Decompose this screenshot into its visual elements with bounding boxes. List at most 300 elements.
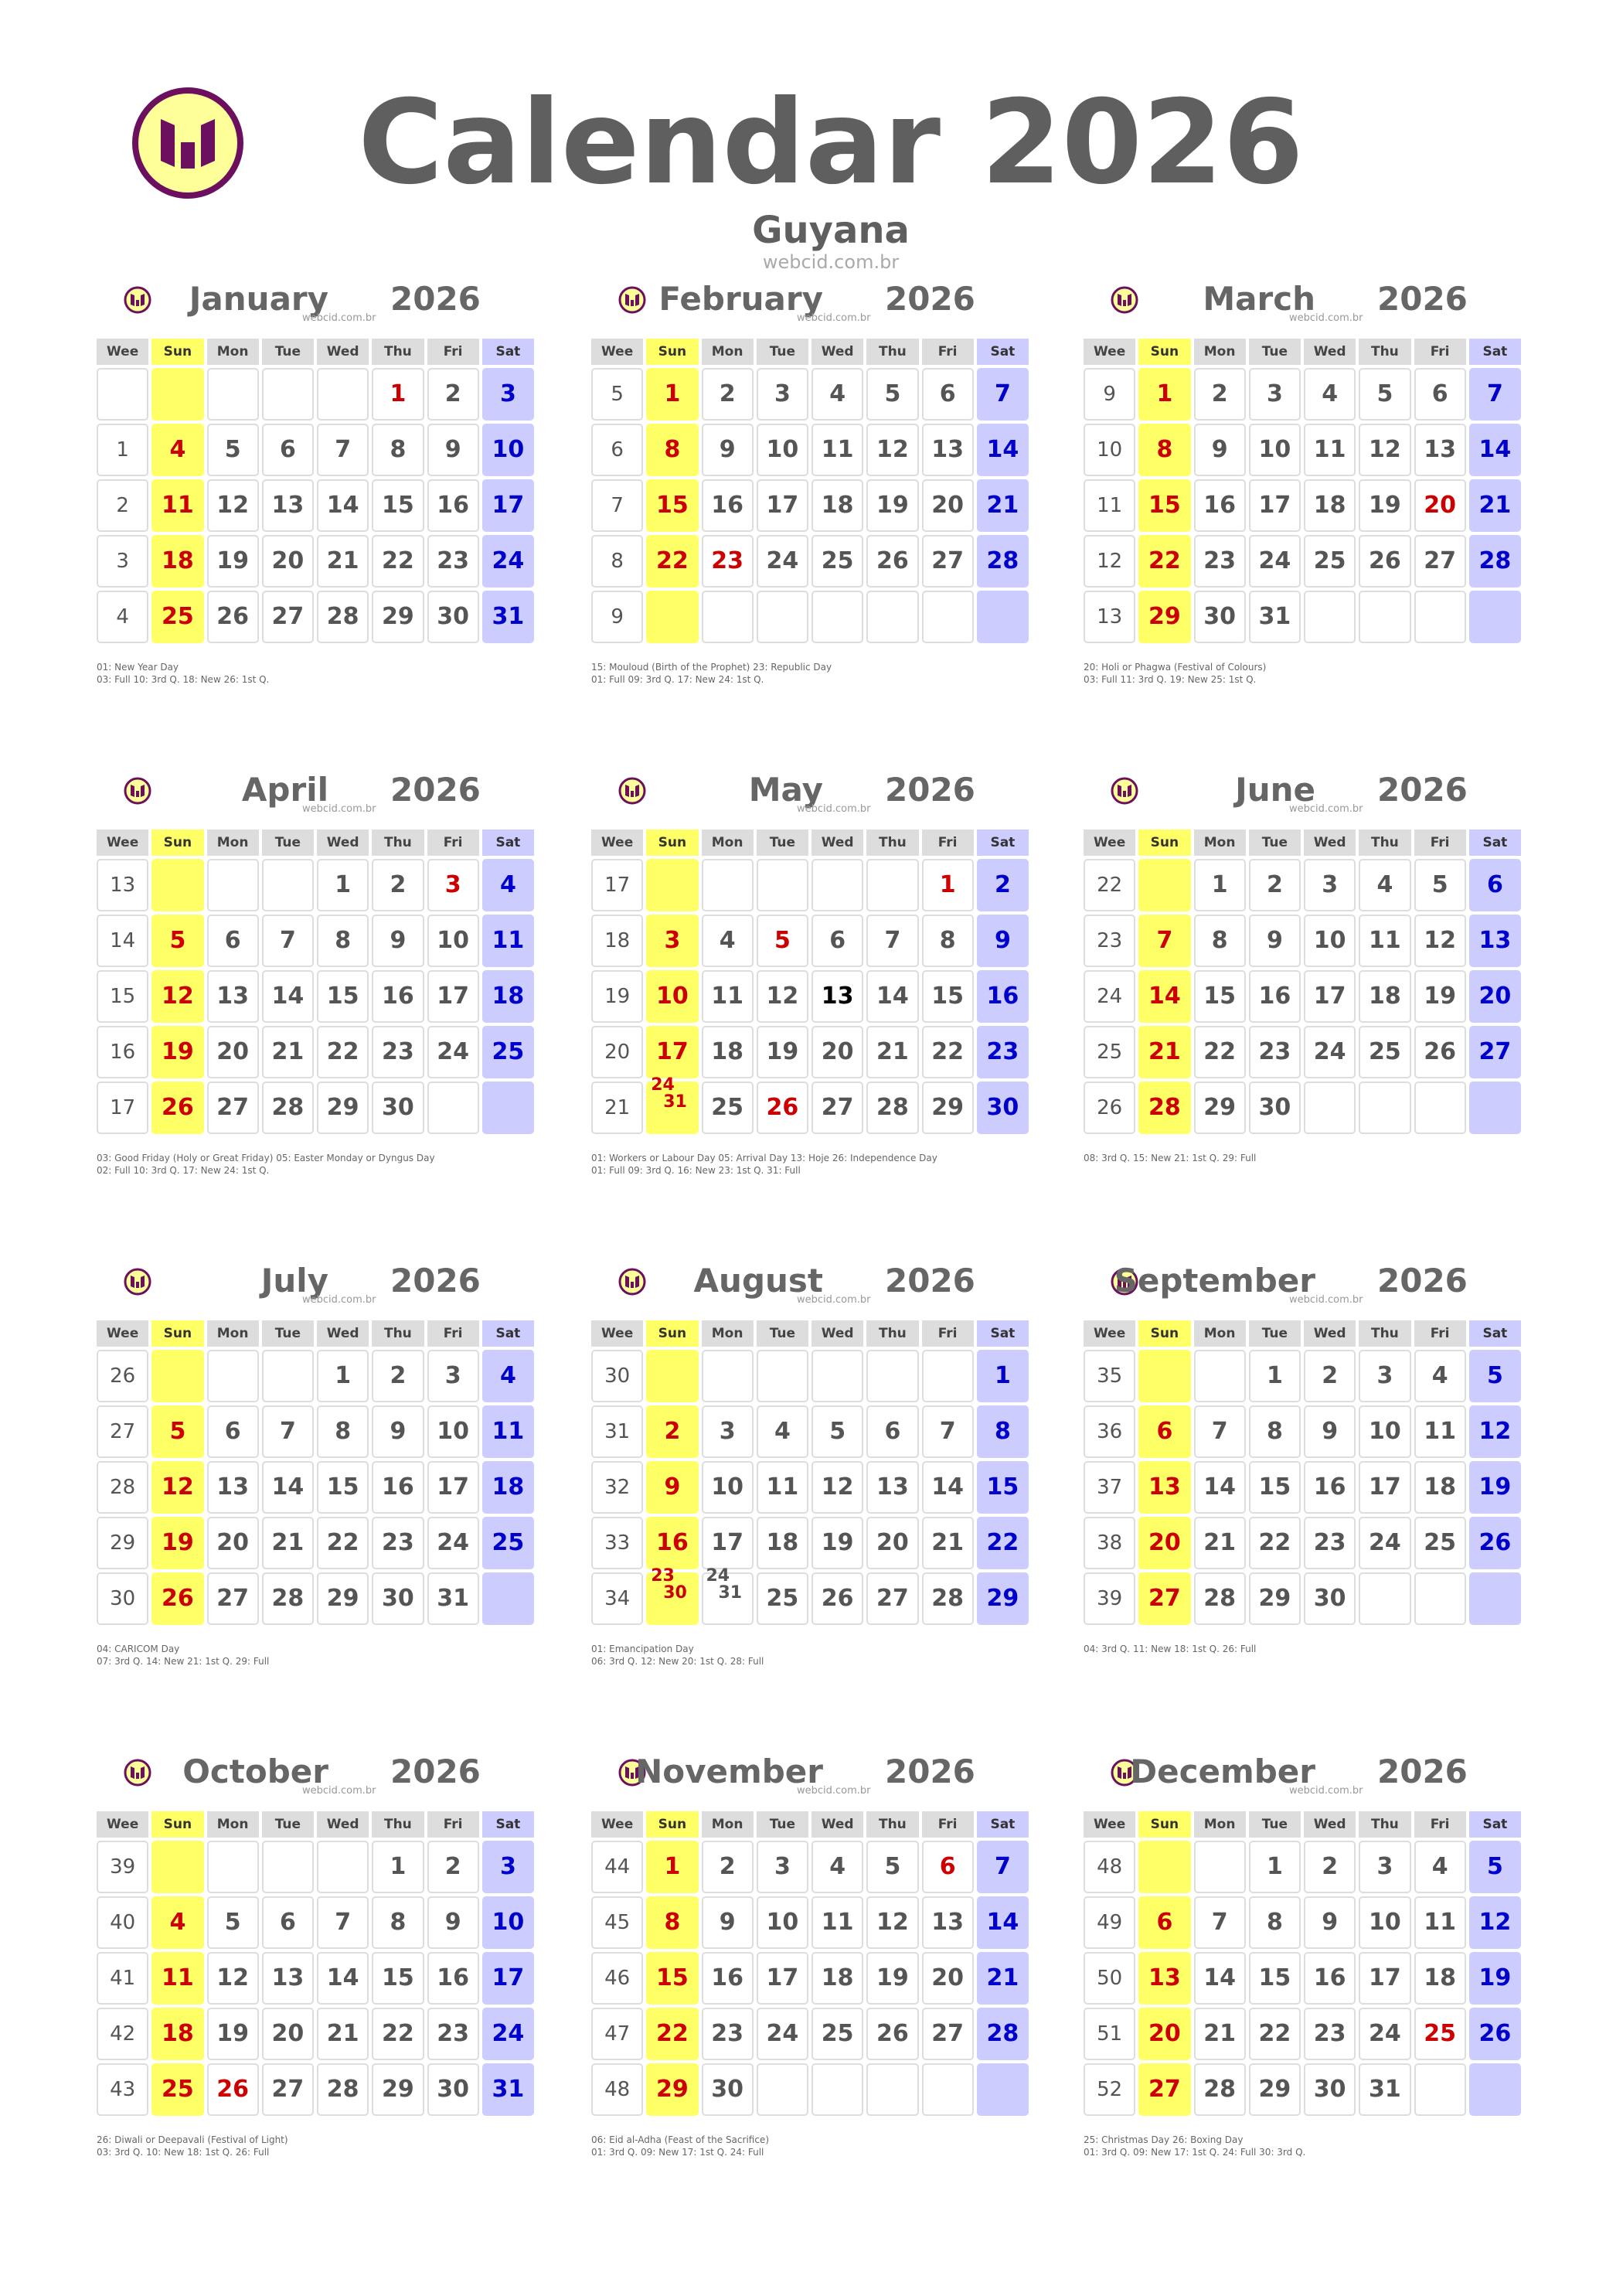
day-cell[interactable]: 22: [1249, 1517, 1301, 1569]
day-cell[interactable]: 7: [262, 915, 314, 967]
day-cell[interactable]: 16: [1249, 970, 1301, 1023]
day-cell[interactable]: 19: [1359, 479, 1410, 532]
day-cell[interactable]: 11: [812, 424, 863, 476]
day-cell[interactable]: 5: [151, 915, 203, 967]
day-cell[interactable]: 7: [977, 1841, 1029, 1893]
holiday-day-cell[interactable]: 26: [207, 2063, 259, 2116]
day-cell[interactable]: 20: [1138, 1517, 1190, 1569]
day-cell[interactable]: 14: [866, 970, 918, 1023]
day-cell[interactable]: 2: [702, 368, 754, 421]
day-cell[interactable]: 14: [317, 479, 369, 532]
day-cell[interactable]: 24: [1304, 1026, 1356, 1078]
day-cell[interactable]: 8: [317, 1405, 369, 1458]
day-cell[interactable]: 13: [1414, 424, 1466, 476]
day-cell[interactable]: [702, 1566, 754, 1625]
holiday-day-cell[interactable]: 1: [922, 859, 974, 911]
day-cell[interactable]: 30: [702, 2063, 754, 2116]
day-cell[interactable]: 8: [1249, 1896, 1301, 1949]
day-cell[interactable]: 2: [427, 1841, 479, 1893]
day-cell[interactable]: 6: [262, 424, 314, 476]
day-cell[interactable]: 3: [482, 368, 534, 421]
day-cell[interactable]: 5: [1469, 1350, 1521, 1402]
day-cell[interactable]: 18: [757, 1517, 808, 1569]
day-cell[interactable]: 28: [1469, 535, 1521, 588]
day-cell[interactable]: 17: [1304, 970, 1356, 1023]
day-cell[interactable]: 14: [1138, 970, 1190, 1023]
day-cell[interactable]: 17: [1359, 1461, 1410, 1514]
day-cell[interactable]: 12: [1469, 1405, 1521, 1458]
day-cell[interactable]: 28: [922, 1572, 974, 1625]
day-cell[interactable]: 19: [757, 1026, 808, 1078]
day-cell[interactable]: 9: [977, 915, 1029, 967]
day-cell[interactable]: 21: [922, 1517, 974, 1569]
day-cell[interactable]: 29: [646, 2063, 698, 2116]
day-cell[interactable]: 15: [646, 479, 698, 532]
day-cell[interactable]: 23: [427, 535, 479, 588]
day-cell[interactable]: 19: [151, 1026, 203, 1078]
day-cell[interactable]: 13: [866, 1461, 918, 1514]
day-cell[interactable]: 14: [262, 970, 314, 1023]
day-cell[interactable]: 10: [646, 970, 698, 1023]
day-cell[interactable]: 7: [1194, 1405, 1246, 1458]
day-cell[interactable]: 20: [812, 1026, 863, 1078]
day-cell[interactable]: 17: [702, 1517, 754, 1569]
day-cell[interactable]: 4: [1359, 859, 1410, 911]
day-cell[interactable]: 31: [482, 2063, 534, 2116]
day-cell[interactable]: 22: [1138, 535, 1190, 588]
day-cell[interactable]: 21: [1138, 1026, 1190, 1078]
day-cell[interactable]: 6: [1469, 859, 1521, 911]
day-cell[interactable]: 10: [757, 1896, 808, 1949]
day-cell[interactable]: 25: [1359, 1026, 1410, 1078]
day-cell[interactable]: 7: [317, 424, 369, 476]
day-cell[interactable]: 23: [977, 1026, 1029, 1078]
day-cell[interactable]: 6: [207, 915, 259, 967]
day-cell[interactable]: 23: [702, 2008, 754, 2060]
day-cell[interactable]: 13: [1469, 915, 1521, 967]
day-cell[interactable]: 14: [317, 1952, 369, 2005]
day-cell[interactable]: 3: [646, 915, 698, 967]
day-cell[interactable]: 29: [372, 2063, 424, 2116]
day-cell[interactable]: 28: [866, 1082, 918, 1134]
day-cell[interactable]: 27: [1469, 1026, 1521, 1078]
day-cell[interactable]: 8: [646, 1896, 698, 1949]
day-cell[interactable]: 19: [1414, 970, 1466, 1023]
day-cell[interactable]: 16: [427, 479, 479, 532]
day-cell[interactable]: 2: [1304, 1350, 1356, 1402]
day-cell[interactable]: 21: [317, 535, 369, 588]
day-cell[interactable]: 8: [922, 915, 974, 967]
day-cell[interactable]: 23: [1249, 1026, 1301, 1078]
day-cell[interactable]: 25: [1304, 535, 1356, 588]
day-cell[interactable]: 5: [207, 424, 259, 476]
day-cell[interactable]: 8: [977, 1405, 1029, 1458]
day-cell[interactable]: 28: [262, 1082, 314, 1134]
day-cell[interactable]: 16: [372, 1461, 424, 1514]
day-cell[interactable]: 21: [1469, 479, 1521, 532]
day-cell[interactable]: 14: [1194, 1952, 1246, 2005]
day-cell[interactable]: 20: [922, 1952, 974, 2005]
day-cell[interactable]: 1: [1249, 1350, 1301, 1402]
day-cell[interactable]: 9: [1304, 1896, 1356, 1949]
day-cell[interactable]: 6: [812, 915, 863, 967]
day-cell[interactable]: 20: [262, 535, 314, 588]
day-cell[interactable]: 21: [866, 1026, 918, 1078]
day-cell[interactable]: 4: [702, 915, 754, 967]
holiday-day-cell[interactable]: 1: [372, 368, 424, 421]
day-cell[interactable]: 2: [1304, 1841, 1356, 1893]
day-cell[interactable]: 29: [372, 591, 424, 643]
day-cell[interactable]: 28: [1194, 2063, 1246, 2116]
day-cell[interactable]: 9: [1249, 915, 1301, 967]
day-cell[interactable]: 19: [1469, 1461, 1521, 1514]
day-cell[interactable]: 23: [1194, 535, 1246, 588]
holiday-day-cell[interactable]: 26: [757, 1082, 808, 1134]
day-cell[interactable]: 9: [646, 1461, 698, 1514]
day-cell[interactable]: 12: [1469, 1896, 1521, 1949]
day-cell[interactable]: 26: [1414, 1026, 1466, 1078]
day-cell[interactable]: 9: [1194, 424, 1246, 476]
day-cell[interactable]: 11: [1304, 424, 1356, 476]
day-cell[interactable]: 17: [1249, 479, 1301, 532]
day-cell[interactable]: 27: [866, 1572, 918, 1625]
day-cell[interactable]: 14: [977, 424, 1029, 476]
day-cell[interactable]: 13: [812, 970, 863, 1023]
day-cell[interactable]: 31: [427, 1572, 479, 1625]
day-cell[interactable]: 18: [812, 1952, 863, 2005]
day-cell[interactable]: 26: [151, 1572, 203, 1625]
day-cell[interactable]: 10: [1359, 1405, 1410, 1458]
day-cell[interactable]: 5: [207, 1896, 259, 1949]
day-cell[interactable]: 8: [372, 1896, 424, 1949]
day-cell[interactable]: 28: [1138, 1082, 1190, 1134]
day-cell[interactable]: 3: [757, 1841, 808, 1893]
day-cell[interactable]: 28: [977, 535, 1029, 588]
day-cell[interactable]: 10: [1359, 1896, 1410, 1949]
day-cell[interactable]: 9: [702, 1896, 754, 1949]
day-cell[interactable]: 26: [1359, 535, 1410, 588]
day-cell[interactable]: 8: [372, 424, 424, 476]
day-cell[interactable]: 4: [1414, 1350, 1466, 1402]
day-cell[interactable]: 3: [482, 1841, 534, 1893]
day-cell[interactable]: 19: [812, 1517, 863, 1569]
day-cell[interactable]: 5: [866, 1841, 918, 1893]
day-cell[interactable]: 16: [372, 970, 424, 1023]
day-cell[interactable]: 18: [1414, 1952, 1466, 2005]
holiday-day-cell[interactable]: 3: [427, 859, 479, 911]
day-cell[interactable]: 11: [1414, 1405, 1466, 1458]
day-cell[interactable]: 10: [757, 424, 808, 476]
day-cell[interactable]: 5: [1414, 859, 1466, 911]
day-cell[interactable]: 4: [151, 1896, 203, 1949]
day-cell[interactable]: 17: [427, 970, 479, 1023]
day-cell[interactable]: 10: [482, 1896, 534, 1949]
day-cell[interactable]: 6: [866, 1405, 918, 1458]
day-cell[interactable]: 29: [922, 1082, 974, 1134]
day-cell[interactable]: 14: [977, 1896, 1029, 1949]
day-cell[interactable]: 1: [317, 859, 369, 911]
holiday-day-cell[interactable]: 6: [922, 1841, 974, 1893]
day-cell[interactable]: 6: [1138, 1896, 1190, 1949]
day-cell[interactable]: 12: [207, 479, 259, 532]
day-cell[interactable]: 1: [646, 1841, 698, 1893]
day-cell[interactable]: 11: [1359, 915, 1410, 967]
day-cell[interactable]: 8: [1249, 1405, 1301, 1458]
day-cell[interactable]: 12: [1414, 915, 1466, 967]
day-cell[interactable]: 4: [482, 1350, 534, 1402]
day-cell[interactable]: 25: [151, 2063, 203, 2116]
day-cell[interactable]: 17: [1359, 1952, 1410, 2005]
day-cell[interactable]: 9: [1304, 1405, 1356, 1458]
day-cell[interactable]: 19: [1469, 1952, 1521, 2005]
day-cell[interactable]: 9: [427, 424, 479, 476]
day-cell[interactable]: 26: [866, 2008, 918, 2060]
day-cell[interactable]: 1: [1194, 859, 1246, 911]
day-cell[interactable]: 21: [262, 1517, 314, 1569]
day-cell[interactable]: 30: [1194, 591, 1246, 643]
day-cell[interactable]: 22: [646, 535, 698, 588]
day-cell[interactable]: 4: [757, 1405, 808, 1458]
day-cell[interactable]: 4: [812, 1841, 863, 1893]
day-cell[interactable]: 9: [427, 1896, 479, 1949]
day-cell[interactable]: 6: [1138, 1405, 1190, 1458]
day-cell[interactable]: 30: [427, 2063, 479, 2116]
day-cell[interactable]: 17: [646, 1026, 698, 1078]
day-cell[interactable]: 2: [646, 1405, 698, 1458]
day-cell[interactable]: 12: [866, 1896, 918, 1949]
day-cell[interactable]: 3: [757, 368, 808, 421]
day-cell[interactable]: 21: [262, 1026, 314, 1078]
day-cell[interactable]: 6: [1414, 368, 1466, 421]
day-cell[interactable]: 1: [317, 1350, 369, 1402]
day-cell[interactable]: 15: [1194, 970, 1246, 1023]
day-cell[interactable]: 30: [427, 591, 479, 643]
day-cell[interactable]: 26: [207, 591, 259, 643]
day-cell[interactable]: 15: [977, 1461, 1029, 1514]
day-cell[interactable]: 12: [812, 1461, 863, 1514]
day-cell[interactable]: 11: [151, 479, 203, 532]
day-cell[interactable]: 27: [922, 535, 974, 588]
day-cell[interactable]: 19: [151, 1517, 203, 1569]
day-cell[interactable]: 11: [1414, 1896, 1466, 1949]
day-cell[interactable]: 18: [151, 535, 203, 588]
day-cell[interactable]: 27: [207, 1572, 259, 1625]
day-cell[interactable]: 15: [372, 1952, 424, 2005]
day-cell[interactable]: 11: [702, 970, 754, 1023]
day-cell[interactable]: 27: [922, 2008, 974, 2060]
day-cell[interactable]: 18: [1359, 970, 1410, 1023]
day-cell[interactable]: 15: [1138, 479, 1190, 532]
day-cell[interactable]: 12: [1359, 424, 1410, 476]
day-cell[interactable]: 9: [702, 424, 754, 476]
day-cell[interactable]: 22: [317, 1026, 369, 1078]
day-cell[interactable]: 2: [977, 859, 1029, 911]
day-cell[interactable]: 13: [1138, 1461, 1190, 1514]
day-cell[interactable]: 8: [646, 424, 698, 476]
day-cell[interactable]: 29: [1249, 2063, 1301, 2116]
day-cell[interactable]: 17: [482, 479, 534, 532]
day-cell[interactable]: 30: [372, 1082, 424, 1134]
day-cell[interactable]: 12: [866, 424, 918, 476]
day-cell[interactable]: 24: [1359, 1517, 1410, 1569]
day-cell[interactable]: 18: [812, 479, 863, 532]
day-cell[interactable]: 29: [1249, 1572, 1301, 1625]
day-cell[interactable]: 15: [646, 1952, 698, 2005]
day-cell[interactable]: 7: [866, 915, 918, 967]
day-cell[interactable]: 20: [262, 2008, 314, 2060]
day-cell[interactable]: 18: [482, 970, 534, 1023]
day-cell[interactable]: 3: [702, 1405, 754, 1458]
day-cell[interactable]: 29: [1194, 1082, 1246, 1134]
day-cell[interactable]: 2: [372, 1350, 424, 1402]
day-cell[interactable]: 23: [427, 2008, 479, 2060]
day-cell[interactable]: 15: [317, 970, 369, 1023]
day-cell[interactable]: 3: [1359, 1350, 1410, 1402]
day-cell[interactable]: 7: [262, 1405, 314, 1458]
holiday-day-cell[interactable]: 20: [1414, 479, 1466, 532]
day-cell[interactable]: 7: [977, 368, 1029, 421]
day-cell[interactable]: 25: [151, 591, 203, 643]
day-cell[interactable]: 24: [482, 535, 534, 588]
day-cell[interactable]: 16: [1304, 1461, 1356, 1514]
day-cell[interactable]: 16: [646, 1517, 698, 1569]
day-cell[interactable]: 21: [977, 1952, 1029, 2005]
day-cell[interactable]: 30: [372, 1572, 424, 1625]
day-cell[interactable]: 25: [812, 535, 863, 588]
day-cell[interactable]: 25: [482, 1517, 534, 1569]
day-cell[interactable]: 13: [262, 1952, 314, 2005]
day-cell[interactable]: 21: [1194, 1517, 1246, 1569]
day-cell[interactable]: 18: [702, 1026, 754, 1078]
day-cell[interactable]: 7: [1138, 915, 1190, 967]
day-cell[interactable]: 16: [702, 479, 754, 532]
day-cell[interactable]: 14: [1194, 1461, 1246, 1514]
day-cell[interactable]: 3: [427, 1350, 479, 1402]
day-cell[interactable]: 27: [262, 591, 314, 643]
day-cell[interactable]: 24: [757, 535, 808, 588]
day-cell[interactable]: 29: [317, 1572, 369, 1625]
day-cell[interactable]: 13: [207, 1461, 259, 1514]
holiday-day-cell[interactable]: 5: [757, 915, 808, 967]
day-cell[interactable]: 20: [1469, 970, 1521, 1023]
day-cell[interactable]: 28: [977, 2008, 1029, 2060]
day-cell[interactable]: 10: [427, 915, 479, 967]
day-cell[interactable]: 10: [702, 1461, 754, 1514]
day-cell[interactable]: 17: [757, 479, 808, 532]
day-cell[interactable]: 18: [482, 1461, 534, 1514]
day-cell[interactable]: 26: [1469, 2008, 1521, 2060]
day-cell[interactable]: 8: [317, 915, 369, 967]
day-cell[interactable]: 4: [1304, 368, 1356, 421]
day-cell[interactable]: 31: [1359, 2063, 1410, 2116]
day-cell[interactable]: 17: [757, 1952, 808, 2005]
day-cell[interactable]: 16: [702, 1952, 754, 2005]
day-cell[interactable]: 16: [427, 1952, 479, 2005]
day-cell[interactable]: 27: [1138, 1572, 1190, 1625]
day-cell[interactable]: 18: [151, 2008, 203, 2060]
day-cell[interactable]: 17: [427, 1461, 479, 1514]
day-cell[interactable]: 29: [317, 1082, 369, 1134]
day-cell[interactable]: 19: [866, 479, 918, 532]
day-cell[interactable]: 11: [757, 1461, 808, 1514]
day-cell[interactable]: 18: [1414, 1461, 1466, 1514]
day-cell[interactable]: 20: [207, 1026, 259, 1078]
day-cell[interactable]: 4: [1414, 1841, 1466, 1893]
day-cell[interactable]: 14: [262, 1461, 314, 1514]
day-cell[interactable]: 24: [1359, 2008, 1410, 2060]
day-cell[interactable]: 12: [757, 970, 808, 1023]
day-cell[interactable]: 16: [977, 970, 1029, 1023]
day-cell[interactable]: 5: [866, 368, 918, 421]
day-cell[interactable]: 26: [866, 535, 918, 588]
day-cell[interactable]: 27: [1138, 2063, 1190, 2116]
day-cell[interactable]: 28: [262, 1572, 314, 1625]
day-cell[interactable]: 25: [757, 1572, 808, 1625]
day-cell[interactable]: 22: [1249, 2008, 1301, 2060]
day-cell[interactable]: 10: [1304, 915, 1356, 967]
day-cell[interactable]: 1: [646, 368, 698, 421]
day-cell[interactable]: [646, 1075, 698, 1134]
day-cell[interactable]: 7: [922, 1405, 974, 1458]
day-cell[interactable]: 11: [482, 915, 534, 967]
day-cell[interactable]: 25: [812, 2008, 863, 2060]
day-cell[interactable]: 11: [482, 1405, 534, 1458]
day-cell[interactable]: 4: [482, 859, 534, 911]
day-cell[interactable]: 5: [812, 1405, 863, 1458]
day-cell[interactable]: 15: [922, 970, 974, 1023]
day-cell[interactable]: 30: [977, 1082, 1029, 1134]
day-cell[interactable]: 25: [482, 1026, 534, 1078]
day-cell[interactable]: 25: [1414, 1517, 1466, 1569]
day-cell[interactable]: 19: [207, 535, 259, 588]
day-cell[interactable]: 21: [317, 2008, 369, 2060]
day-cell[interactable]: 10: [1249, 424, 1301, 476]
day-cell[interactable]: 29: [1138, 591, 1190, 643]
day-cell[interactable]: 10: [427, 1405, 479, 1458]
day-cell[interactable]: 16: [1194, 479, 1246, 532]
day-cell[interactable]: 24: [482, 2008, 534, 2060]
day-cell[interactable]: 7: [1194, 1896, 1246, 1949]
day-cell[interactable]: 26: [1469, 1517, 1521, 1569]
day-cell[interactable]: 18: [1304, 479, 1356, 532]
day-cell[interactable]: 7: [317, 1896, 369, 1949]
day-cell[interactable]: 6: [207, 1405, 259, 1458]
day-cell[interactable]: 10: [482, 424, 534, 476]
day-cell[interactable]: 15: [1249, 1461, 1301, 1514]
day-cell[interactable]: 25: [702, 1082, 754, 1134]
day-cell[interactable]: 24: [427, 1026, 479, 1078]
day-cell[interactable]: 19: [866, 1952, 918, 2005]
day-cell[interactable]: 17: [482, 1952, 534, 2005]
day-cell[interactable]: 4: [151, 424, 203, 476]
day-cell[interactable]: 22: [922, 1026, 974, 1078]
day-cell[interactable]: 20: [207, 1517, 259, 1569]
day-cell[interactable]: 1: [1249, 1841, 1301, 1893]
day-cell[interactable]: 5: [1469, 1841, 1521, 1893]
day-cell[interactable]: 6: [262, 1896, 314, 1949]
day-cell[interactable]: 2: [427, 368, 479, 421]
day-cell[interactable]: [646, 1566, 698, 1625]
day-cell[interactable]: 13: [922, 1896, 974, 1949]
day-cell[interactable]: 3: [1249, 368, 1301, 421]
day-cell[interactable]: 28: [317, 591, 369, 643]
day-cell[interactable]: 12: [151, 970, 203, 1023]
day-cell[interactable]: 26: [812, 1572, 863, 1625]
day-cell[interactable]: 24: [427, 1517, 479, 1569]
day-cell[interactable]: 2: [372, 859, 424, 911]
day-cell[interactable]: 7: [1469, 368, 1521, 421]
day-cell[interactable]: 31: [1249, 591, 1301, 643]
